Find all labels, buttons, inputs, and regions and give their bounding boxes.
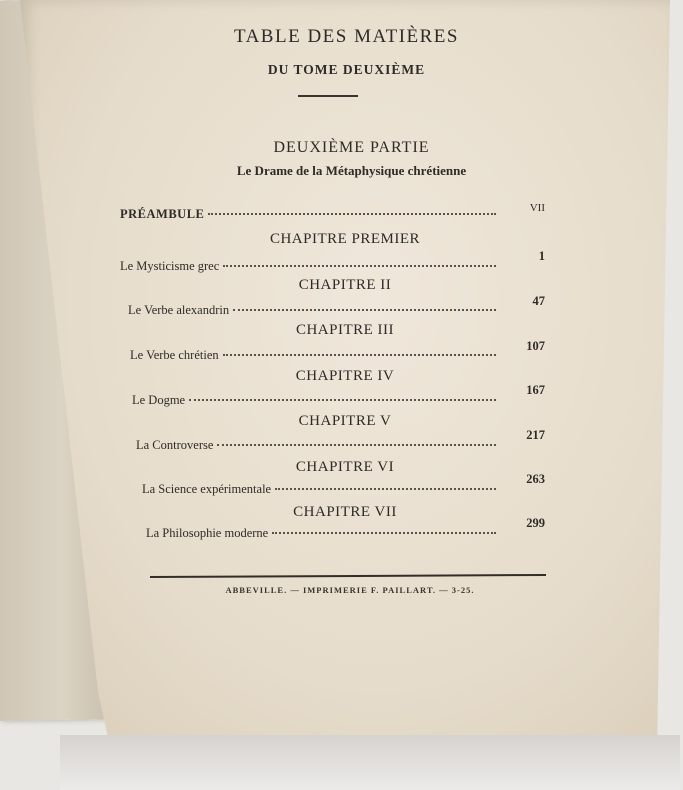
toc-entry-label: La Science expérimentale — [142, 482, 272, 496]
part-title: DEUXIÈME PARTIE — [273, 139, 430, 156]
toc-entry-label: Le Mysticisme grec — [120, 259, 220, 273]
toc-entry — [128, 303, 500, 318]
part-subtitle: Le Drame de la Métaphysique chrétienne — [236, 163, 467, 178]
chapter-heading: CHAPITRE VI — [295, 459, 395, 475]
toc-entry-label: Le Dogme — [132, 393, 186, 407]
leader-dots — [217, 443, 496, 446]
page-title: TABLE DES MATIÈRES — [234, 26, 459, 47]
leader-dots — [223, 353, 496, 356]
leader-dots — [272, 531, 496, 534]
chapter-heading: CHAPITRE VII — [293, 504, 397, 520]
toc-entry — [132, 393, 500, 408]
toc-entry — [136, 438, 500, 453]
toc-page-number: 167 — [526, 383, 545, 397]
toc-page-number: VII — [529, 202, 545, 214]
chapter-heading: CHAPITRE III — [295, 322, 395, 338]
leader-dots — [208, 212, 496, 215]
chapter-heading: CHAPITRE V — [298, 413, 392, 429]
title-divider — [298, 95, 358, 97]
printer-imprint: ABBEVILLE. — IMPRIMERIE F. PAILLART. — 3-25. — [225, 585, 475, 595]
toc-entry-label: Le Verbe chrétien — [130, 348, 219, 362]
chapter-heading: CHAPITRE II — [298, 277, 392, 293]
leader-dots — [275, 487, 496, 490]
toc-entry — [120, 259, 500, 274]
toc-page-number: 1 — [538, 249, 545, 263]
toc-entry — [142, 482, 500, 497]
chapter-heading: CHAPITRE IV — [295, 368, 395, 384]
toc-page-number: 299 — [526, 516, 545, 530]
toc-page-number: 47 — [532, 294, 545, 308]
leader-dots — [223, 264, 496, 267]
toc-page-number: 263 — [526, 472, 545, 486]
toc-entry-label: La Controverse — [136, 438, 214, 452]
toc-entry-preamble — [120, 207, 500, 222]
toc-entry-label: Le Verbe alexandrin — [128, 303, 230, 317]
toc-entry-label: La Philosophie moderne — [146, 526, 269, 540]
leader-dots — [189, 398, 496, 401]
toc-entry — [146, 526, 500, 541]
toc-page-number: 217 — [526, 428, 545, 442]
toc-entry-label: PRÉAMBULE — [120, 207, 205, 221]
toc-entry — [130, 348, 500, 363]
table-surface — [60, 735, 680, 790]
leader-dots — [233, 308, 496, 311]
chapter-heading: CHAPITRE PREMIER — [269, 231, 421, 247]
page-subtitle: DU TOME DEUXIÈME — [267, 62, 426, 77]
toc-page-number: 107 — [526, 339, 545, 353]
